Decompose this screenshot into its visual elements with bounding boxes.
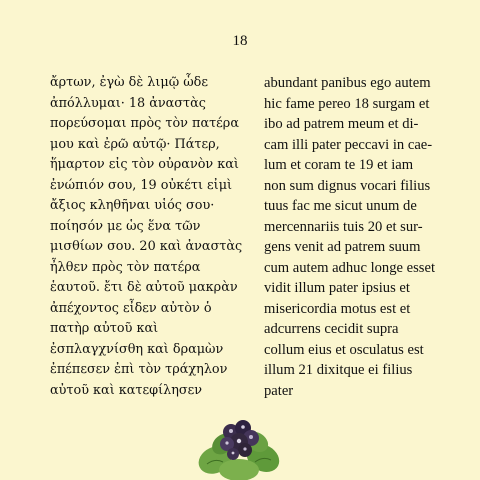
greek-line: ἀπόλλυμαι· 18 ἀναστὰς <box>50 95 206 111</box>
latin-line: gens venit ad patrem suum <box>264 239 421 255</box>
latin-line: lum et coram te 19 et iam <box>264 157 414 173</box>
greek-line: ἐπέπεσεν ἐπὶ τὸν τράχηλον <box>50 362 228 377</box>
greek-line: ἑαυτοῦ. ἔτι δὲ αὐτοῦ μακρὰν <box>50 280 238 295</box>
greek-line: ποίησόν με ὡς ἕνα τῶν <box>50 218 201 234</box>
latin-line: tuus fac me sicut unum de <box>264 198 417 214</box>
greek-line: ἄξιος κληθῆναι υἱός σου· <box>50 198 215 213</box>
greek-line: ἦλθεν πρὸς τὸν πατέρα <box>50 259 201 275</box>
greek-line: πορεύσομαι πρὸς τὸν πατέρα <box>50 116 239 131</box>
greek-text-column <box>50 73 255 401</box>
greek-line: ἀπέχοντος εἶδεν αὐτὸν ὁ <box>50 300 212 316</box>
latin-line: adcurrens cecidit supra <box>264 321 399 337</box>
latin-line: pater <box>264 382 294 399</box>
greek-line: πατὴρ αὐτοῦ καὶ <box>50 321 159 336</box>
latin-text-column <box>264 73 464 401</box>
latin-line: abundant panibus ego autem <box>264 75 431 91</box>
latin-line: hic fame pereo 18 surgam et <box>264 95 430 112</box>
latin-line: cam illi pater peccavi in cae- <box>264 136 433 153</box>
greek-line: αὐτοῦ καὶ κατεφίλησεν <box>50 382 203 398</box>
latin-line: illum 21 dixitque ei filius <box>264 362 413 378</box>
greek-line: μου καὶ ἐρῶ αὐτῷ· Πάτερ, <box>50 136 220 152</box>
greek-line: ἄρτων, ἐγὼ δὲ λιμῷ ὧδε <box>50 75 208 90</box>
greek-line: ἥμαρτον εἰς τὸν οὐρανὸν καὶ <box>50 157 239 172</box>
greek-line: ἐσπλαγχνίσθη καὶ δραμὼν <box>50 341 224 357</box>
page-number: 18 <box>232 33 248 49</box>
latin-line: vidit illum pater ipsius et <box>264 280 410 296</box>
latin-line: collum eius et osculatus est <box>264 341 424 358</box>
greek-line: ἐνώπιόν σου, 19 οὐκέτι εἰμὶ <box>50 177 233 193</box>
latin-line: cum autem adhuc longe esset <box>264 259 436 276</box>
latin-line: misericordia motus est et <box>264 300 411 317</box>
latin-line: mercennariis tuis 20 et sur- <box>264 218 423 235</box>
latin-line: non sum dignus vocari filius <box>264 177 431 194</box>
latin-line: ibo ad patrem meum et di- <box>264 116 419 132</box>
violet-flower-icon <box>197 414 281 480</box>
greek-line: μισθίων σου. 20 καὶ ἀναστὰς <box>50 239 243 254</box>
